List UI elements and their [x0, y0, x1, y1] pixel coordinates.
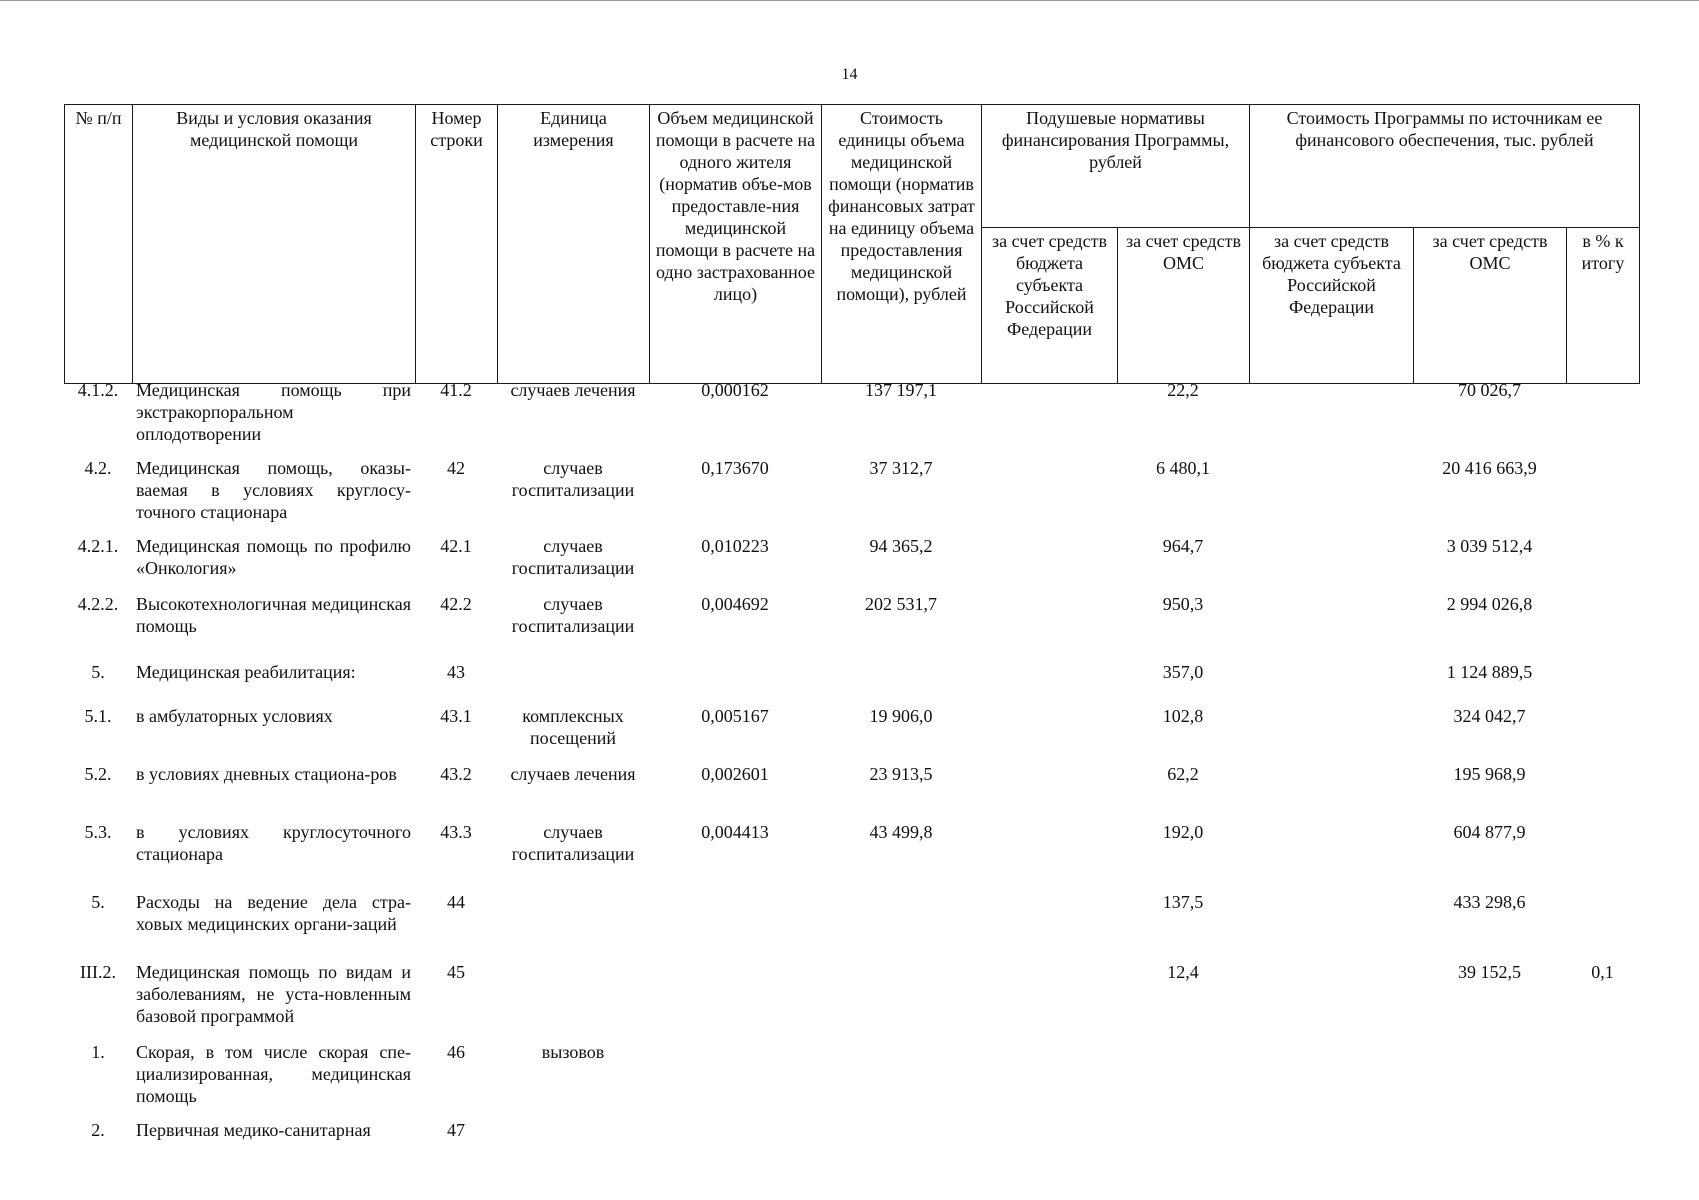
- table-row: [64, 376, 1639, 454]
- row-cost-oms: 2 994 026,8: [1446, 594, 1533, 614]
- row-volume: 0,000162: [701, 380, 769, 400]
- row-unit-cost: 19 906,0: [869, 706, 933, 726]
- row-cost-budget: [1249, 376, 1413, 454]
- header-col-number: № п/п: [65, 105, 133, 384]
- row-volume: [649, 888, 821, 958]
- row-per-capita-budget: [981, 590, 1117, 658]
- row-volume: [649, 1038, 821, 1116]
- row-per-capita-budget: [981, 702, 1117, 760]
- row-per-capita-oms: 137,5: [1162, 892, 1204, 912]
- table-row: [64, 818, 1639, 888]
- row-cost-oms: 3 039 512,4: [1446, 536, 1533, 556]
- row-line-number: 44: [447, 892, 465, 912]
- header-sub-cost-budget: за счет средств бюджета субъекта Российской Федерации: [1250, 228, 1414, 384]
- row-number: 2.: [91, 1120, 105, 1140]
- row-cost-oms: 1 124 889,5: [1446, 662, 1533, 682]
- row-name: Медицинская помощь, оказы-ваемая в условиях круглосу-точного стационара: [136, 458, 411, 522]
- row-name: Скорая, в том числе скорая спе-циализированная, медицинская помощь: [136, 1042, 411, 1106]
- row-cost-percent: [1566, 818, 1639, 888]
- row-per-capita-budget: [981, 1038, 1117, 1116]
- row-cost-oms: 70 026,7: [1458, 380, 1521, 400]
- row-per-capita-budget: [981, 958, 1117, 1038]
- row-per-capita-budget: [981, 760, 1117, 818]
- table-row: [64, 1038, 1639, 1116]
- table-row: [64, 760, 1639, 818]
- row-cost-budget: [1249, 818, 1413, 888]
- row-unit-cost: 94 365,2: [869, 536, 933, 556]
- row-cost-budget: [1249, 658, 1413, 702]
- row-cost-oms: [1413, 1038, 1566, 1116]
- row-number: 5.3.: [84, 822, 112, 842]
- row-volume: 0,010223: [701, 536, 769, 556]
- row-cost-percent: [1566, 376, 1639, 454]
- row-number: 4.2.2.: [77, 594, 119, 614]
- row-cost-budget: [1249, 590, 1413, 658]
- table-body: [64, 376, 1639, 1162]
- table-row: [64, 590, 1639, 658]
- row-per-capita-oms: 964,7: [1162, 536, 1204, 556]
- row-line-number: 43.3: [440, 822, 472, 842]
- row-unit: [497, 1116, 649, 1162]
- row-per-capita-oms: [1117, 1038, 1249, 1116]
- table-header: [64, 104, 1640, 384]
- row-unit: случаев лечения: [510, 764, 636, 784]
- header-col-program-cost: Стоимость Программы по источникам ее финансового обеспечения, тыс. рублей: [1250, 105, 1640, 228]
- row-unit: случаев лечения: [510, 380, 636, 400]
- row-cost-budget: [1249, 888, 1413, 958]
- row-line-number: 43.2: [440, 764, 472, 784]
- row-number: 5.: [91, 662, 105, 682]
- row-unit: случаев госпитализации: [511, 536, 635, 578]
- row-volume: 0,005167: [701, 706, 769, 726]
- row-unit-cost: [821, 888, 981, 958]
- header-col-unit: Единица измерения: [498, 105, 650, 384]
- row-name: в амбулаторных условиях: [136, 706, 333, 726]
- row-number: 5.1.: [84, 706, 112, 726]
- row-name: Медицинская помощь по профилю «Онкология»: [136, 536, 411, 578]
- table-row: [64, 532, 1639, 590]
- row-per-capita-oms: 12,4: [1167, 962, 1199, 982]
- row-cost-oms: 604 877,9: [1453, 822, 1526, 842]
- row-line-number: 43: [447, 662, 465, 682]
- row-per-capita-budget: [981, 658, 1117, 702]
- row-line-number: 42.2: [440, 594, 472, 614]
- table-row: [64, 658, 1639, 702]
- row-unit: случаев госпитализации: [511, 822, 635, 864]
- row-cost-oms: 20 416 663,9: [1442, 458, 1537, 478]
- row-volume: [649, 958, 821, 1038]
- table-row: [64, 454, 1639, 532]
- row-per-capita-budget: [981, 376, 1117, 454]
- row-cost-percent: [1566, 1116, 1639, 1162]
- row-name: Высокотехнологичная медицинская помощь: [136, 594, 411, 636]
- row-number: 1.: [91, 1042, 105, 1062]
- row-unit: случаев госпитализации: [511, 458, 635, 500]
- row-volume: 0,173670: [701, 458, 769, 478]
- row-cost-budget: [1249, 958, 1413, 1038]
- header-sub-per-capita-oms: за счет средств ОМС: [1118, 228, 1250, 384]
- page-number: 14: [841, 66, 858, 83]
- row-number: 4.2.1.: [77, 536, 119, 556]
- row-per-capita-budget: [981, 888, 1117, 958]
- header-col-line: Номер строки: [416, 105, 498, 384]
- header-sub-cost-oms: за счет средств ОМС: [1414, 228, 1567, 384]
- row-volume: 0,004413: [701, 822, 769, 842]
- row-unit-cost: [821, 1038, 981, 1116]
- row-name: в условиях дневных стациона-ров: [136, 764, 397, 784]
- row-cost-budget: [1249, 1116, 1413, 1162]
- table-row: [64, 702, 1639, 760]
- row-unit-cost: 23 913,5: [869, 764, 933, 784]
- row-cost-oms: 195 968,9: [1453, 764, 1526, 784]
- row-unit: [497, 888, 649, 958]
- row-unit-cost: 202 531,7: [865, 594, 937, 614]
- row-cost-budget: [1249, 1038, 1413, 1116]
- row-per-capita-oms: [1117, 1116, 1249, 1162]
- row-number: 4.1.2.: [77, 380, 119, 400]
- row-per-capita-oms: 950,3: [1162, 594, 1204, 614]
- row-number: 5.: [91, 892, 105, 912]
- row-cost-percent: [1566, 1038, 1639, 1116]
- row-unit: вызовов: [541, 1042, 605, 1062]
- row-name: Медицинская помощь по видам и заболеваниям, не уста-новленным базовой программой: [136, 962, 411, 1026]
- table-row: [64, 888, 1639, 958]
- row-per-capita-oms: 192,0: [1162, 822, 1204, 842]
- row-volume: 0,004692: [701, 594, 769, 614]
- row-volume: 0,002601: [701, 764, 769, 784]
- row-unit-cost: 43 499,8: [869, 822, 933, 842]
- row-unit: случаев госпитализации: [511, 594, 635, 636]
- row-per-capita-oms: 22,2: [1167, 380, 1199, 400]
- header-col-per-capita: Подушевые нормативы финансирования Программы, рублей: [982, 105, 1250, 228]
- row-number: III.2.: [80, 962, 116, 982]
- row-cost-oms: 433 298,6: [1453, 892, 1526, 912]
- row-line-number: 41.2: [440, 380, 472, 400]
- row-cost-percent: [1566, 590, 1639, 658]
- row-name: Расходы на ведение дела стра-ховых медицинских органи-заций: [136, 892, 411, 934]
- row-name: Медицинская реабилитация:: [136, 662, 356, 682]
- row-number: 4.2.: [84, 458, 112, 478]
- row-cost-percent: [1566, 658, 1639, 702]
- row-name: в условиях круглосуточного стационара: [136, 822, 411, 864]
- row-per-capita-budget: [981, 532, 1117, 590]
- row-cost-percent: [1566, 888, 1639, 958]
- row-unit-cost: 137 197,1: [865, 380, 937, 400]
- row-per-capita-budget: [981, 1116, 1117, 1162]
- row-cost-percent: [1566, 760, 1639, 818]
- header-col-cost: Стоимость единицы объема медицинской помощи (норматив финансовых затрат на единицу объема предоставления медицинской помощи), рублей: [822, 105, 982, 384]
- row-per-capita-budget: [981, 818, 1117, 888]
- row-line-number: 43.1: [440, 706, 472, 726]
- row-unit: комплексных посещений: [522, 706, 624, 748]
- row-number: 5.2.: [84, 764, 112, 784]
- row-per-capita-budget: [981, 454, 1117, 532]
- row-cost-budget: [1249, 454, 1413, 532]
- row-per-capita-oms: 102,8: [1162, 706, 1204, 726]
- row-volume: [649, 1116, 821, 1162]
- header-col-name: Виды и условия оказания медицинской помощи: [133, 105, 416, 384]
- header-col-volume: Объем медицинской помощи в расчете на одного жителя (норматив объе-мов предоставле-ния медицинской помощи в расчете на одно застрахованное лицо): [650, 105, 822, 384]
- row-cost-budget: [1249, 532, 1413, 590]
- row-cost-budget: [1249, 702, 1413, 760]
- row-line-number: 42: [447, 458, 465, 478]
- table-row: [64, 958, 1639, 1038]
- row-unit-cost: [821, 658, 981, 702]
- row-line-number: 47: [447, 1120, 465, 1140]
- row-cost-oms: 39 152,5: [1458, 962, 1521, 982]
- row-cost-oms: [1413, 1116, 1566, 1162]
- row-line-number: 42.1: [440, 536, 472, 556]
- row-line-number: 46: [447, 1042, 465, 1062]
- row-cost-percent: [1566, 532, 1639, 590]
- page-top-edge: [0, 0, 1699, 1]
- row-cost-percent: [1566, 454, 1639, 532]
- row-cost-percent: 0,1: [1591, 962, 1614, 982]
- row-unit-cost: [821, 1116, 981, 1162]
- row-name: Первичная медико-санитарная: [136, 1120, 371, 1140]
- row-volume: [649, 658, 821, 702]
- row-per-capita-oms: 357,0: [1162, 662, 1204, 682]
- row-cost-oms: 324 042,7: [1453, 706, 1526, 726]
- header-sub-cost-percent: в % к итогу: [1567, 228, 1640, 384]
- row-cost-percent: [1566, 702, 1639, 760]
- header-sub-per-capita-budget: за счет средств бюджета субъекта Российской Федерации: [982, 228, 1118, 384]
- row-unit-cost: [821, 958, 981, 1038]
- row-per-capita-oms: 6 480,1: [1156, 458, 1210, 478]
- row-line-number: 45: [447, 962, 465, 982]
- table-row: [64, 1116, 1639, 1162]
- row-unit: [497, 658, 649, 702]
- row-per-capita-oms: 62,2: [1167, 764, 1199, 784]
- row-unit-cost: 37 312,7: [869, 458, 933, 478]
- row-name: Медицинская помощь при экстракорпоральном оплодотворении: [136, 380, 411, 444]
- row-unit: [497, 958, 649, 1038]
- row-cost-budget: [1249, 760, 1413, 818]
